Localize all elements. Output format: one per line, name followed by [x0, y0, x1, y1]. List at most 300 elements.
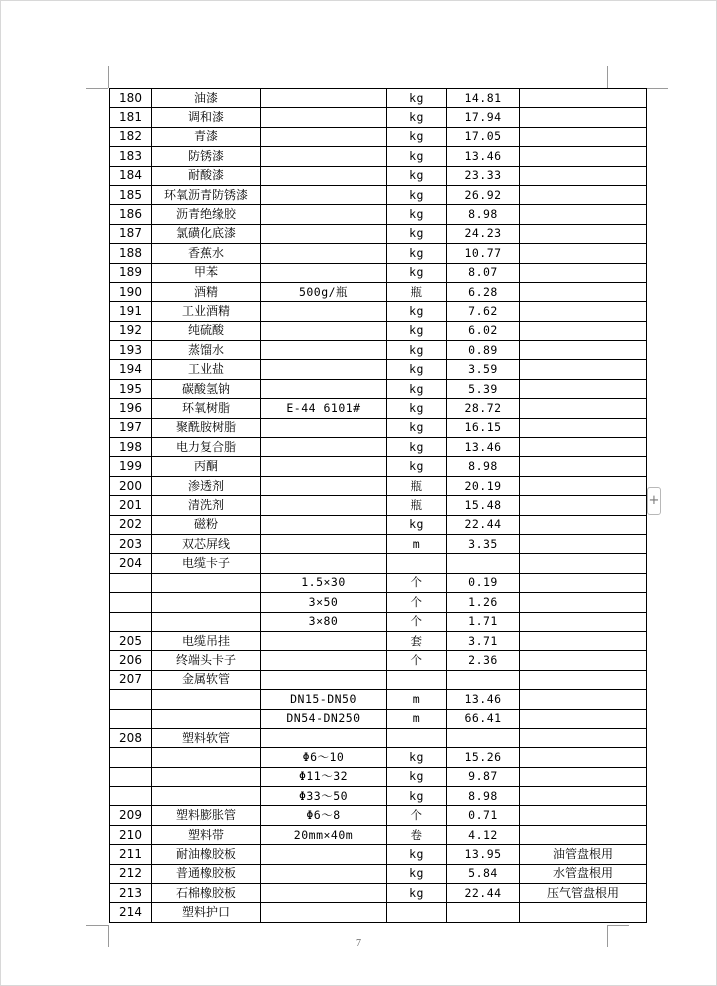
cell-name: 环氧沥青防锈漆 [152, 185, 261, 204]
cell-unit: 个 [387, 593, 447, 612]
table-row [110, 534, 647, 553]
cell-number: 198 [110, 438, 152, 457]
cell-note [520, 651, 647, 670]
cell-number: 206 [110, 651, 152, 670]
cell-spec: 20mm×40m [261, 825, 387, 844]
table-row [110, 185, 647, 204]
cell-note [520, 534, 647, 553]
cell-note [520, 728, 647, 747]
cell-number: 188 [110, 244, 152, 263]
cell-price: 7.62 [447, 302, 520, 321]
cell-price [447, 728, 520, 747]
cell-price: 9.87 [447, 767, 520, 786]
cell-note: 水管盘根用 [520, 864, 647, 883]
cell-name: 蒸馏水 [152, 341, 261, 360]
cell-number: 214 [110, 903, 152, 922]
cell-price: 22.44 [447, 515, 520, 534]
cell-spec: 3×50 [261, 593, 387, 612]
cell-note [520, 244, 647, 263]
cell-price: 0.89 [447, 341, 520, 360]
cell-spec: 1.5×30 [261, 573, 387, 592]
table-row [110, 108, 647, 127]
table-row [110, 631, 647, 650]
cell-name: 丙酮 [152, 457, 261, 476]
table-row [110, 224, 647, 243]
cell-spec [261, 379, 387, 398]
cell-number: 212 [110, 864, 152, 883]
cell-name: 金属软管 [152, 670, 261, 689]
cell-name [152, 767, 261, 786]
cell-spec [261, 108, 387, 127]
cell-spec [261, 845, 387, 864]
cell-price: 28.72 [447, 399, 520, 418]
cell-unit [387, 670, 447, 689]
cell-number: 191 [110, 302, 152, 321]
cell-name [152, 709, 261, 728]
cell-name: 塑料护口 [152, 903, 261, 922]
cell-spec: E-44 6101# [261, 399, 387, 418]
cell-name: 聚酰胺树脂 [152, 418, 261, 437]
cell-number: 194 [110, 360, 152, 379]
table-row [110, 593, 647, 612]
cell-note [520, 166, 647, 185]
cell-spec: DN15-DN50 [261, 690, 387, 709]
cell-number: 180 [110, 89, 152, 108]
cell-price: 13.95 [447, 845, 520, 864]
cell-price: 13.46 [447, 690, 520, 709]
cell-unit: kg [387, 263, 447, 282]
cell-note [520, 515, 647, 534]
cell-note [520, 302, 647, 321]
cell-unit: kg [387, 341, 447, 360]
crop-mark-top-right-v [607, 66, 608, 88]
cell-spec [261, 651, 387, 670]
table-row [110, 89, 647, 108]
cell-spec [261, 534, 387, 553]
cell-price: 13.46 [447, 438, 520, 457]
cell-name: 纯硫酸 [152, 321, 261, 340]
cell-name: 酒精 [152, 282, 261, 301]
cell-unit: kg [387, 457, 447, 476]
cell-number: 207 [110, 670, 152, 689]
cell-name [152, 612, 261, 631]
cell-note [520, 690, 647, 709]
cell-note [520, 379, 647, 398]
table-row [110, 166, 647, 185]
cell-note [520, 418, 647, 437]
cell-name: 青漆 [152, 127, 261, 146]
cell-number: 195 [110, 379, 152, 398]
cell-unit: 个 [387, 651, 447, 670]
table-row [110, 418, 647, 437]
cell-spec [261, 127, 387, 146]
cell-price: 6.02 [447, 321, 520, 340]
cell-unit: kg [387, 418, 447, 437]
crop-mark-top-left-v [108, 66, 109, 88]
cell-spec [261, 670, 387, 689]
cell-price: 5.84 [447, 864, 520, 883]
cell-number: 197 [110, 418, 152, 437]
page-number: 7 [356, 938, 361, 949]
crop-mark-top-left-h [86, 88, 108, 89]
cell-name: 耐酸漆 [152, 166, 261, 185]
cell-note [520, 903, 647, 922]
table-row [110, 515, 647, 534]
cell-unit: m [387, 709, 447, 728]
cell-note [520, 147, 647, 166]
add-plus-button[interactable]: + [647, 487, 661, 515]
cell-number: 208 [110, 728, 152, 747]
table-row [110, 728, 647, 747]
cell-unit [387, 903, 447, 922]
crop-mark-bottom-right-h [607, 925, 629, 926]
cell-unit: kg [387, 360, 447, 379]
cell-note [520, 670, 647, 689]
cell-unit: m [387, 690, 447, 709]
cell-number [110, 690, 152, 709]
cell-price: 10.77 [447, 244, 520, 263]
table-row [110, 884, 647, 903]
cell-price [447, 670, 520, 689]
cell-unit: kg [387, 302, 447, 321]
cell-price [447, 903, 520, 922]
cell-number [110, 709, 152, 728]
cell-note [520, 631, 647, 650]
cell-spec [261, 496, 387, 515]
cell-unit: 个 [387, 806, 447, 825]
table-row [110, 263, 647, 282]
cell-spec [261, 884, 387, 903]
cell-unit: kg [387, 379, 447, 398]
cell-price: 22.44 [447, 884, 520, 903]
cell-note [520, 438, 647, 457]
cell-unit: kg [387, 767, 447, 786]
cell-price: 5.39 [447, 379, 520, 398]
cell-number: 213 [110, 884, 152, 903]
crop-mark-top-right-h [646, 88, 668, 89]
cell-spec [261, 185, 387, 204]
cell-number [110, 787, 152, 806]
cell-number: 205 [110, 631, 152, 650]
cell-price: 1.26 [447, 593, 520, 612]
cell-spec [261, 302, 387, 321]
cell-number [110, 593, 152, 612]
cell-price: 15.48 [447, 496, 520, 515]
crop-mark-bottom-left-h [86, 925, 108, 926]
table-row [110, 399, 647, 418]
cell-note [520, 593, 647, 612]
cell-price: 0.19 [447, 573, 520, 592]
cell-unit: kg [387, 89, 447, 108]
cell-number: 190 [110, 282, 152, 301]
cell-spec [261, 554, 387, 573]
cell-note [520, 476, 647, 495]
cell-price: 1.71 [447, 612, 520, 631]
cell-price: 0.71 [447, 806, 520, 825]
cell-unit: kg [387, 147, 447, 166]
cell-unit: kg [387, 166, 447, 185]
cell-spec [261, 631, 387, 650]
cell-spec [261, 166, 387, 185]
cell-name: 防锈漆 [152, 147, 261, 166]
table-row [110, 903, 647, 922]
cell-price: 24.23 [447, 224, 520, 243]
table-row [110, 496, 647, 515]
cell-price: 23.33 [447, 166, 520, 185]
cell-unit: kg [387, 185, 447, 204]
cell-note [520, 263, 647, 282]
cell-name [152, 573, 261, 592]
cell-name: 环氧树脂 [152, 399, 261, 418]
cell-note [520, 709, 647, 728]
table-row [110, 476, 647, 495]
cell-spec [261, 903, 387, 922]
cell-price: 17.94 [447, 108, 520, 127]
cell-name: 清洗剂 [152, 496, 261, 515]
cell-name: 双芯屏线 [152, 534, 261, 553]
cell-note [520, 787, 647, 806]
cell-price: 15.26 [447, 748, 520, 767]
cell-unit: kg [387, 224, 447, 243]
cell-name: 耐油橡胶板 [152, 845, 261, 864]
table-row [110, 282, 647, 301]
cell-unit: 瓶 [387, 496, 447, 515]
cell-unit: kg [387, 127, 447, 146]
cell-note: 油管盘根用 [520, 845, 647, 864]
cell-unit [387, 554, 447, 573]
cell-name: 塑料带 [152, 825, 261, 844]
cell-name [152, 748, 261, 767]
cell-unit: kg [387, 884, 447, 903]
cell-price: 3.35 [447, 534, 520, 553]
cell-note [520, 108, 647, 127]
cell-note [520, 806, 647, 825]
cell-unit: 卷 [387, 825, 447, 844]
cell-name: 终端头卡子 [152, 651, 261, 670]
table-row [110, 321, 647, 340]
cell-number: 200 [110, 476, 152, 495]
cell-price: 16.15 [447, 418, 520, 437]
cell-unit: kg [387, 108, 447, 127]
table-row [110, 127, 647, 146]
cell-spec [261, 418, 387, 437]
cell-name: 电力复合脂 [152, 438, 261, 457]
cell-note [520, 748, 647, 767]
cell-note [520, 205, 647, 224]
table-row [110, 147, 647, 166]
cell-note [520, 612, 647, 631]
cell-unit [387, 728, 447, 747]
cell-price: 8.98 [447, 205, 520, 224]
cell-note: 压气管盘根用 [520, 884, 647, 903]
cell-number: 181 [110, 108, 152, 127]
cell-unit: 瓶 [387, 476, 447, 495]
cell-number: 199 [110, 457, 152, 476]
cell-number: 193 [110, 341, 152, 360]
cell-unit: kg [387, 399, 447, 418]
cell-number: 189 [110, 263, 152, 282]
cell-unit: kg [387, 244, 447, 263]
table-row [110, 438, 647, 457]
cell-note [520, 399, 647, 418]
table-row [110, 690, 647, 709]
table-row [110, 457, 647, 476]
cell-spec [261, 457, 387, 476]
cell-unit: kg [387, 438, 447, 457]
table-row [110, 651, 647, 670]
cell-spec: Φ6～8 [261, 806, 387, 825]
cell-price: 4.12 [447, 825, 520, 844]
cell-spec [261, 224, 387, 243]
cell-spec: 3×80 [261, 612, 387, 631]
cell-name: 电缆吊挂 [152, 631, 261, 650]
cell-number: 211 [110, 845, 152, 864]
table-row [110, 767, 647, 786]
cell-price: 3.71 [447, 631, 520, 650]
cell-spec: Φ33～50 [261, 787, 387, 806]
cell-name: 磁粉 [152, 515, 261, 534]
cell-number: 182 [110, 127, 152, 146]
table-row [110, 360, 647, 379]
cell-name: 香蕉水 [152, 244, 261, 263]
cell-spec [261, 147, 387, 166]
cell-price: 66.41 [447, 709, 520, 728]
material-price-table [109, 88, 647, 923]
table-row [110, 573, 647, 592]
cell-unit: kg [387, 515, 447, 534]
cell-spec: Φ11～32 [261, 767, 387, 786]
cell-name: 工业酒精 [152, 302, 261, 321]
cell-note [520, 282, 647, 301]
table-row [110, 709, 647, 728]
cell-unit: kg [387, 321, 447, 340]
cell-spec [261, 515, 387, 534]
cell-price: 6.28 [447, 282, 520, 301]
table-row [110, 379, 647, 398]
cell-number: 184 [110, 166, 152, 185]
cell-spec [261, 360, 387, 379]
cell-price: 20.19 [447, 476, 520, 495]
cell-unit: 个 [387, 612, 447, 631]
table-row [110, 845, 647, 864]
cell-price: 3.59 [447, 360, 520, 379]
cell-spec: DN54-DN250 [261, 709, 387, 728]
cell-number: 185 [110, 185, 152, 204]
cell-price [447, 554, 520, 573]
cell-unit: kg [387, 864, 447, 883]
cell-number [110, 767, 152, 786]
cell-spec [261, 263, 387, 282]
cell-name: 普通橡胶板 [152, 864, 261, 883]
cell-note [520, 825, 647, 844]
cell-note [520, 554, 647, 573]
cell-price: 2.36 [447, 651, 520, 670]
cell-spec [261, 89, 387, 108]
cell-number [110, 748, 152, 767]
cell-number: 203 [110, 534, 152, 553]
table-row [110, 864, 647, 883]
cell-number: 209 [110, 806, 152, 825]
cell-price: 8.98 [447, 787, 520, 806]
cell-number: 204 [110, 554, 152, 573]
cell-number: 192 [110, 321, 152, 340]
cell-unit: kg [387, 787, 447, 806]
cell-unit: 个 [387, 573, 447, 592]
cell-name: 电缆卡子 [152, 554, 261, 573]
cell-spec [261, 864, 387, 883]
cell-spec [261, 321, 387, 340]
cell-spec [261, 476, 387, 495]
cell-name: 工业盐 [152, 360, 261, 379]
cell-name: 塑料软管 [152, 728, 261, 747]
cell-spec [261, 438, 387, 457]
cell-price: 14.81 [447, 89, 520, 108]
table-row [110, 302, 647, 321]
cell-name: 碳酸氢钠 [152, 379, 261, 398]
cell-price: 17.05 [447, 127, 520, 146]
cell-spec [261, 341, 387, 360]
cell-number: 202 [110, 515, 152, 534]
cell-price: 8.98 [447, 457, 520, 476]
cell-note [520, 573, 647, 592]
table-row [110, 806, 647, 825]
cell-note [520, 767, 647, 786]
cell-name: 石棉橡胶板 [152, 884, 261, 903]
table-row [110, 341, 647, 360]
cell-unit: kg [387, 205, 447, 224]
table-row [110, 205, 647, 224]
cell-name: 塑料膨胀管 [152, 806, 261, 825]
cell-number: 201 [110, 496, 152, 515]
cell-note [520, 127, 647, 146]
cell-spec [261, 728, 387, 747]
cell-price: 26.92 [447, 185, 520, 204]
cell-spec [261, 244, 387, 263]
cell-name: 调和漆 [152, 108, 261, 127]
cell-spec: Φ6～10 [261, 748, 387, 767]
cell-name: 氯磺化底漆 [152, 224, 261, 243]
cell-price: 8.07 [447, 263, 520, 282]
cell-unit: kg [387, 748, 447, 767]
cell-spec [261, 205, 387, 224]
cell-name [152, 690, 261, 709]
cell-note [520, 360, 647, 379]
table-row [110, 554, 647, 573]
cell-note [520, 341, 647, 360]
cell-spec: 500g/瓶 [261, 282, 387, 301]
cell-note [520, 496, 647, 515]
cell-name: 渗透剂 [152, 476, 261, 495]
cell-number: 187 [110, 224, 152, 243]
cell-unit: m [387, 534, 447, 553]
cell-number [110, 612, 152, 631]
cell-note [520, 89, 647, 108]
cell-name [152, 787, 261, 806]
cell-name: 沥青绝缘胶 [152, 205, 261, 224]
cell-note [520, 457, 647, 476]
table-row [110, 244, 647, 263]
table-row [110, 670, 647, 689]
cell-number: 186 [110, 205, 152, 224]
cell-unit: 瓶 [387, 282, 447, 301]
cell-unit: 套 [387, 631, 447, 650]
cell-name: 油漆 [152, 89, 261, 108]
cell-note [520, 224, 647, 243]
cell-note [520, 321, 647, 340]
cell-number: 210 [110, 825, 152, 844]
table-row [110, 787, 647, 806]
table-body [110, 89, 647, 923]
